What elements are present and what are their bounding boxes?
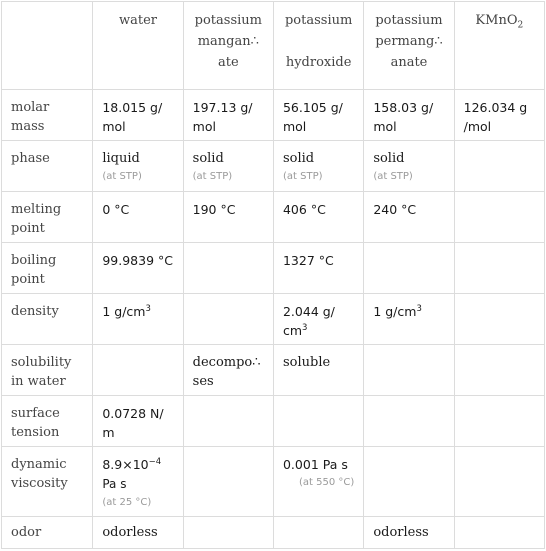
row-label-surface-tension: surface tension (2, 396, 93, 447)
row-label-molar-mass: molar mass (2, 90, 93, 141)
cell-density-potassium-manganate (183, 294, 273, 345)
row-label-dynamic-viscosity: dynamic viscosity (2, 447, 93, 517)
cell-odor-potassium-permanganate: odorless (364, 517, 454, 549)
cell-melting-point-water: 0 °C (93, 192, 183, 243)
condition-note: (at 550 °C) (299, 477, 355, 488)
cell-density-water: 1 $g/cm^3$ (93, 294, 183, 345)
cell-dynamic-viscosity-kmno2 (454, 447, 544, 517)
condition-note: (at 25 °C) (102, 497, 152, 508)
row-label-solubility: solubility in water (2, 345, 93, 396)
cell-molar-mass-kmno2: 126.034 g /mol (454, 90, 544, 141)
cell-dynamic-viscosity-water: $8.9\times 10^{-4}$ Pa s (at 25 °C) (93, 447, 183, 517)
cell-molar-mass-potassium-hydroxide: 56.105 g/ mol (273, 90, 363, 141)
row-label-melting-point: melting point (2, 192, 93, 243)
cell-phase-potassium-permanganate: solid (at STP) (364, 141, 454, 192)
condition-note: (at STP) (102, 171, 142, 182)
cell-odor-water: odorless (93, 517, 183, 549)
cell-dynamic-viscosity-potassium-hydroxide: 0.001 Pa s (at 550 °C) (273, 447, 363, 517)
row-label-phase: phase (2, 141, 93, 192)
cell-phase-potassium-hydroxide: solid (at STP) (273, 141, 363, 192)
corner-cell (2, 2, 93, 90)
cell-odor-kmno2 (454, 517, 544, 549)
cell-phase-water: liquid (at STP) (93, 141, 183, 192)
cell-surface-tension-potassium-permanganate (364, 396, 454, 447)
cell-surface-tension-kmno2 (454, 396, 544, 447)
row-label-density: density (2, 294, 93, 345)
cell-solubility-water (93, 345, 183, 396)
table-row-boiling-point (2, 243, 545, 294)
cell-melting-point-potassium-hydroxide: 406 °C (273, 192, 363, 243)
condition-note: (at STP) (192, 171, 233, 182)
condition-note: (at STP) (373, 171, 413, 182)
cell-dynamic-viscosity-potassium-permanganate (364, 447, 454, 517)
cell-melting-point-potassium-manganate: 190 °C (183, 192, 273, 243)
cell-melting-point-potassium-permanganate: 240 °C (364, 192, 454, 243)
cell-surface-tension-potassium-hydroxide (273, 396, 363, 447)
row-label-odor: odor (2, 517, 93, 549)
cell-surface-tension-water: 0.0728 N/ m (93, 396, 183, 447)
column-header-potassium-hydroxide: potassium hydroxide (273, 2, 363, 90)
cell-boiling-point-kmno2 (454, 243, 544, 294)
cell-solubility-potassium-manganate: decompo∴ ses (183, 345, 273, 396)
cell-boiling-point-potassium-permanganate (364, 243, 454, 294)
table-row-surface-tension (2, 396, 545, 447)
cell-phase-kmno2 (454, 141, 544, 192)
cell-density-kmno2 (454, 294, 544, 345)
table-row-phase (2, 141, 545, 192)
cell-molar-mass-potassium-permanganate: 158.03 g/ mol (364, 90, 454, 141)
column-header-potassium-manganate: potassium mangan∴ ate (183, 2, 273, 90)
table-row-solubility (2, 345, 545, 396)
table-row-dynamic-viscosity (2, 447, 545, 517)
cell-solubility-kmno2 (454, 345, 544, 396)
table-row-density (2, 294, 545, 345)
column-header-potassium-permanganate: potassium permang∴ anate (364, 2, 454, 90)
cell-density-potassium-permanganate: 1 $g/cm^3$ (364, 294, 454, 345)
cell-boiling-point-potassium-hydroxide: 1327 °C (273, 243, 363, 294)
cell-phase-potassium-manganate: solid (at STP) (183, 141, 273, 192)
header-row (2, 2, 545, 90)
condition-note: (at STP) (282, 171, 323, 182)
cell-boiling-point-potassium-manganate (183, 243, 273, 294)
cell-boiling-point-water: 99.9839 °C (93, 243, 183, 294)
cell-molar-mass-water: 18.015 g/ mol (93, 90, 183, 141)
cell-density-potassium-hydroxide: 2.044 g/ $cm^3$ (273, 294, 363, 345)
cell-odor-potassium-hydroxide (273, 517, 363, 549)
row-label-boiling-point: boiling point (2, 243, 93, 294)
cell-melting-point-kmno2 (454, 192, 544, 243)
cell-solubility-potassium-permanganate (364, 345, 454, 396)
properties-table (1, 1, 545, 549)
cell-odor-potassium-manganate (183, 517, 273, 549)
table-row-odor (2, 517, 545, 549)
column-header-kmno2: KMnO$_2$ (454, 2, 544, 90)
cell-dynamic-viscosity-potassium-manganate (183, 447, 273, 517)
cell-molar-mass-potassium-manganate: 197.13 g/ mol (183, 90, 273, 141)
table-row-molar-mass (2, 90, 545, 141)
table-row-melting-point (2, 192, 545, 243)
cell-surface-tension-potassium-manganate (183, 396, 273, 447)
cell-solubility-potassium-hydroxide: soluble (273, 345, 363, 396)
column-header-water: water (93, 2, 183, 90)
